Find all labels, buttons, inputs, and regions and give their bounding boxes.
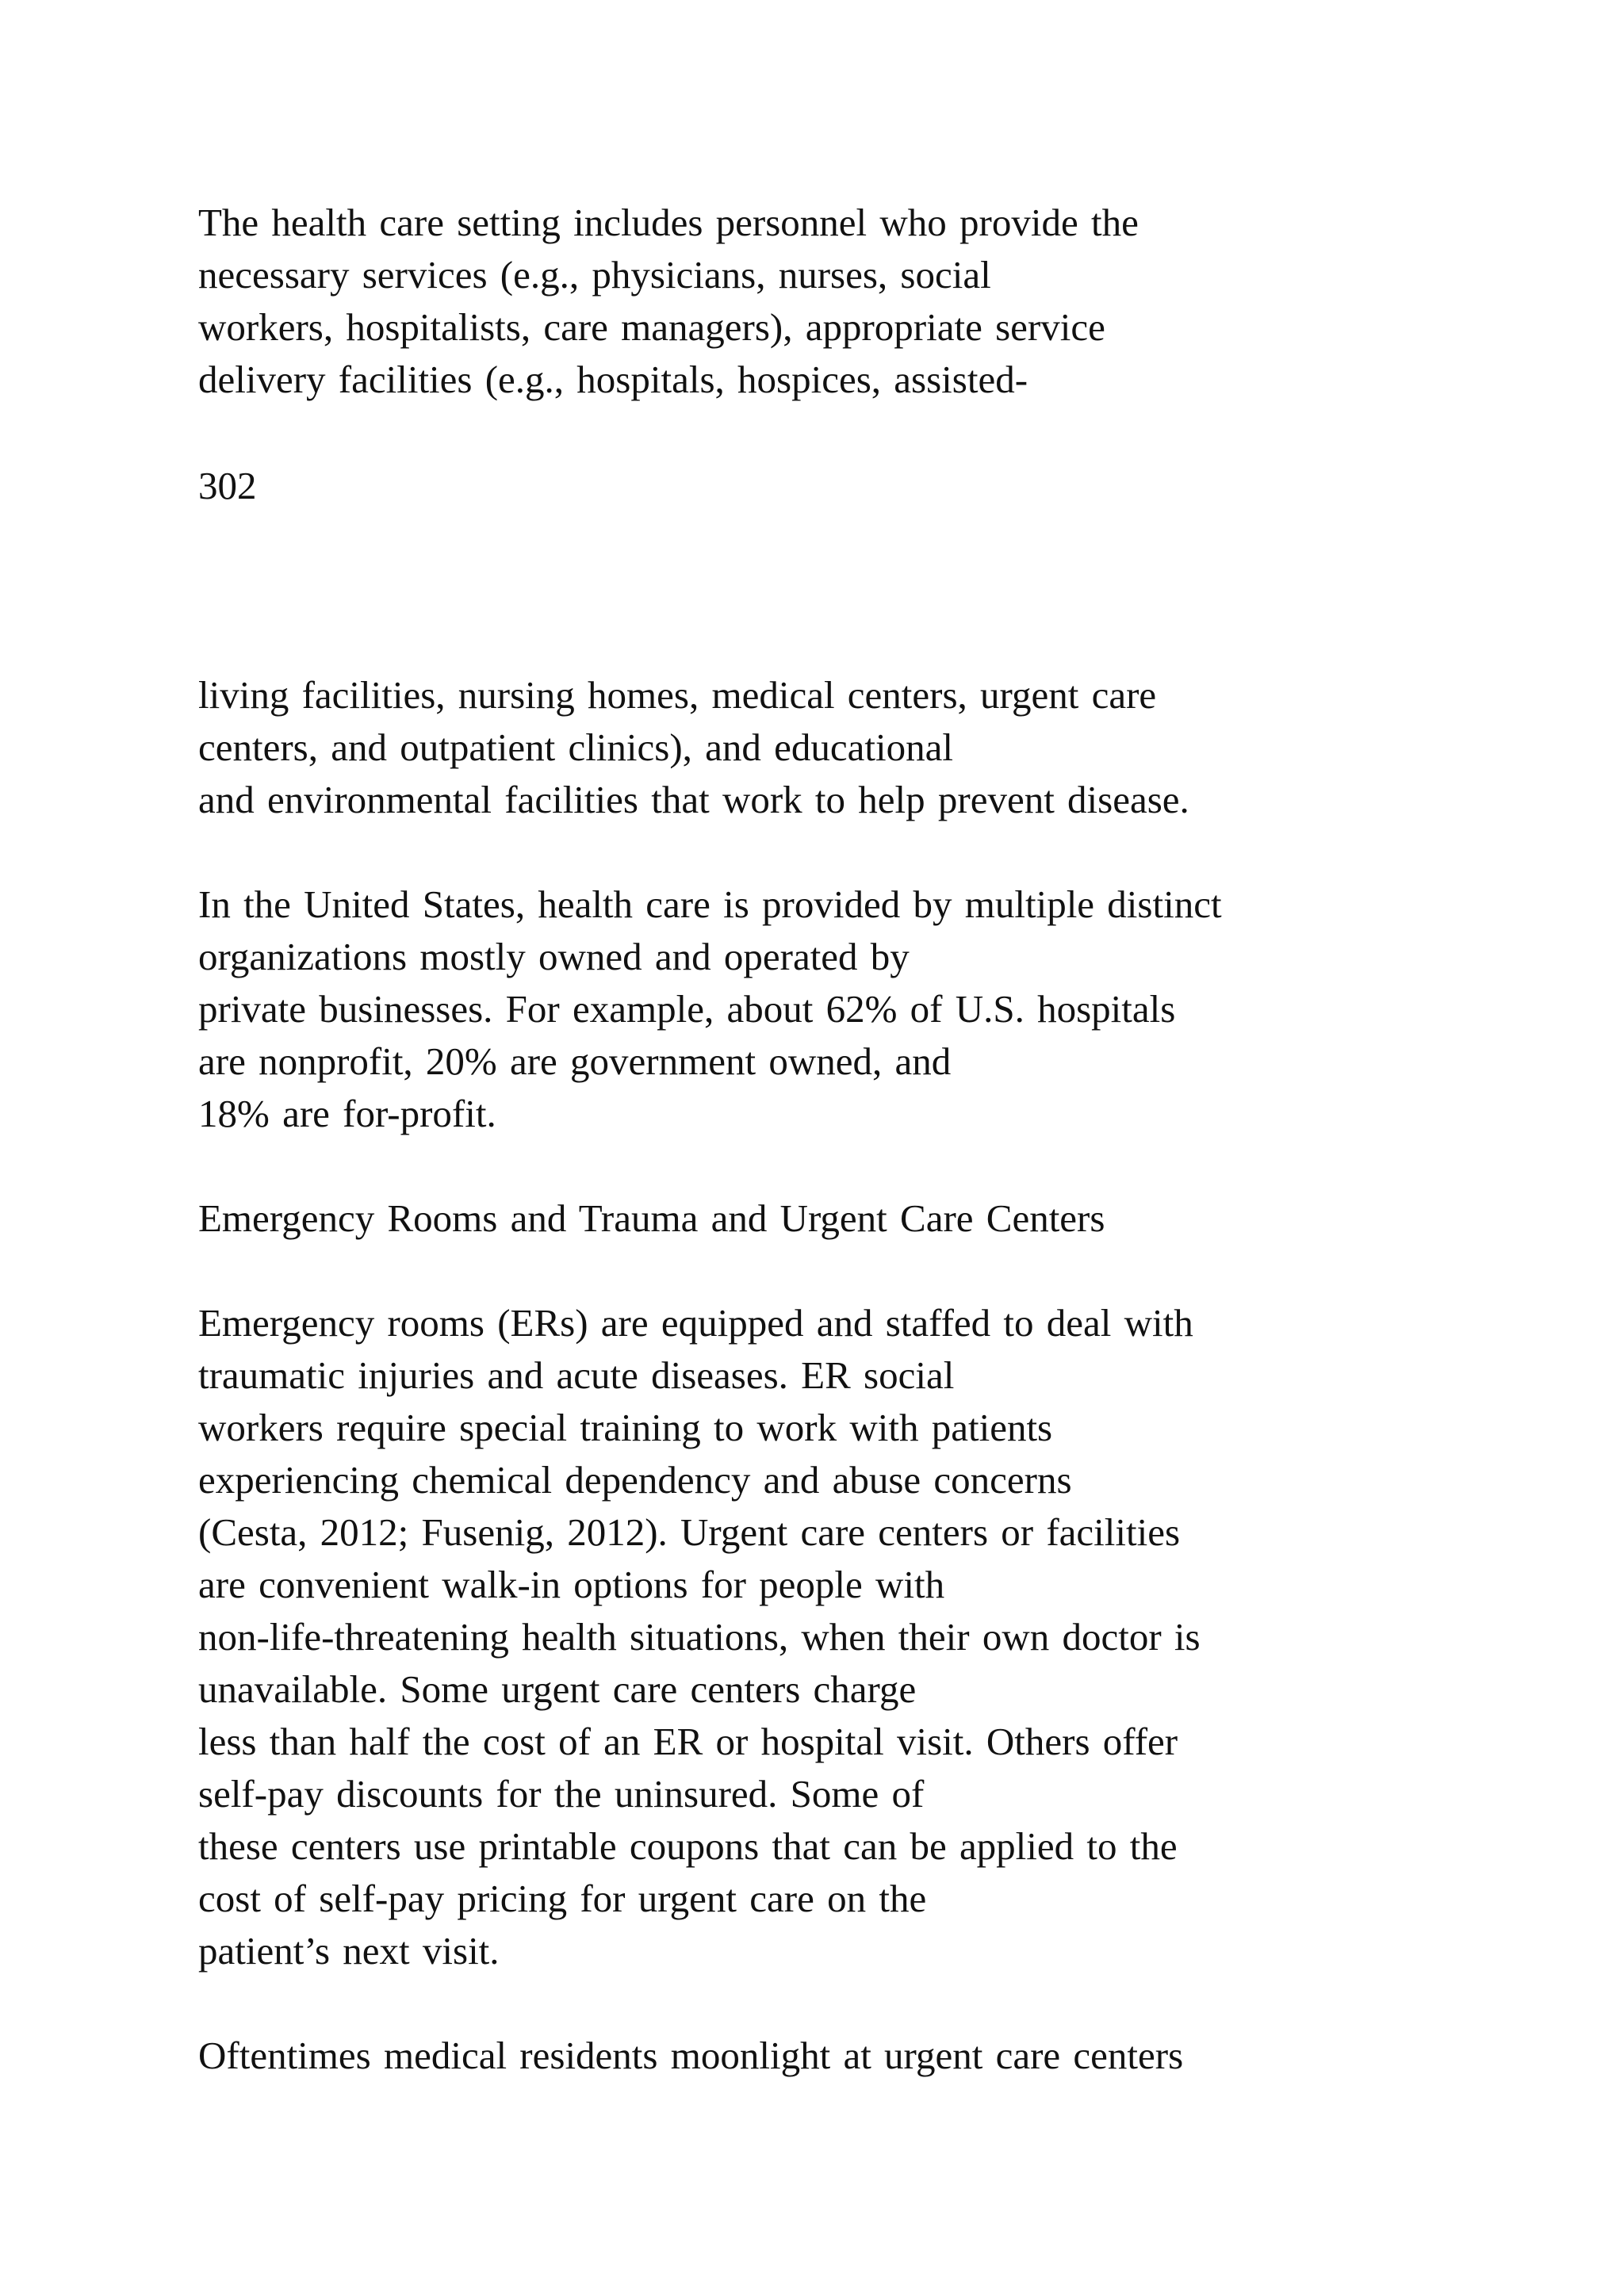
text-line: are convenient walk-in options for people with	[198, 1563, 945, 1606]
text-line: workers require special training to work with patients	[198, 1406, 1053, 1449]
text-line: are nonprofit, 20% are government owned, and	[198, 1039, 952, 1083]
text-line: unavailable. Some urgent care centers charge	[198, 1667, 917, 1711]
text-line: living facilities, nursing homes, medical centers, urgent care	[198, 673, 1157, 717]
text-line: these centers use printable coupons that can be applied to the	[198, 1824, 1178, 1868]
text-line: cost of self-pay pricing for urgent care on the	[198, 1877, 927, 1920]
text-line: 18% are for-profit.	[198, 1092, 496, 1135]
text-line: traumatic injuries and acute diseases. ER social	[198, 1353, 955, 1397]
text-line: workers, hospitalists, care managers), appropriate service	[198, 305, 1105, 349]
text-line: (Cesta, 2012; Fusenig, 2012). Urgent care centers or facilities	[198, 1510, 1181, 1554]
text-line: less than half the cost of an ER or hospital visit. Others offer	[198, 1720, 1178, 1763]
page-number: 302	[198, 464, 257, 507]
text-line: private businesses. For example, about 62% of U.S. hospitals	[198, 987, 1176, 1031]
text-line: delivery facilities (e.g., hospitals, hospices, assisted-	[198, 358, 1028, 401]
text-line: In the United States, health care is provided by multiple distinct	[198, 882, 1222, 926]
text-line: centers, and outpatient clinics), and educational	[198, 725, 954, 769]
text-line: organizations mostly owned and operated by	[198, 935, 910, 978]
text-line: The health care setting includes personnel who provide the	[198, 201, 1139, 244]
text-line: self-pay discounts for the uninsured. Some of	[198, 1772, 925, 1816]
text-line: Oftentimes medical residents moonlight at urgent care centers	[198, 2034, 1184, 2077]
text-line: and environmental facilities that work to help prevent disease.	[198, 778, 1189, 821]
text-line: necessary services (e.g., physicians, nurses, social	[198, 253, 991, 297]
text-line: experiencing chemical dependency and abuse concerns	[198, 1458, 1072, 1502]
text-line: Emergency rooms (ERs) are equipped and staffed to deal with	[198, 1301, 1193, 1345]
text-line: non-life-threatening health situations, when their own doctor is	[198, 1615, 1201, 1659]
text-line: patient’s next visit.	[198, 1929, 500, 1973]
section-heading: Emergency Rooms and Trauma and Urgent Care Centers	[198, 1196, 1105, 1240]
